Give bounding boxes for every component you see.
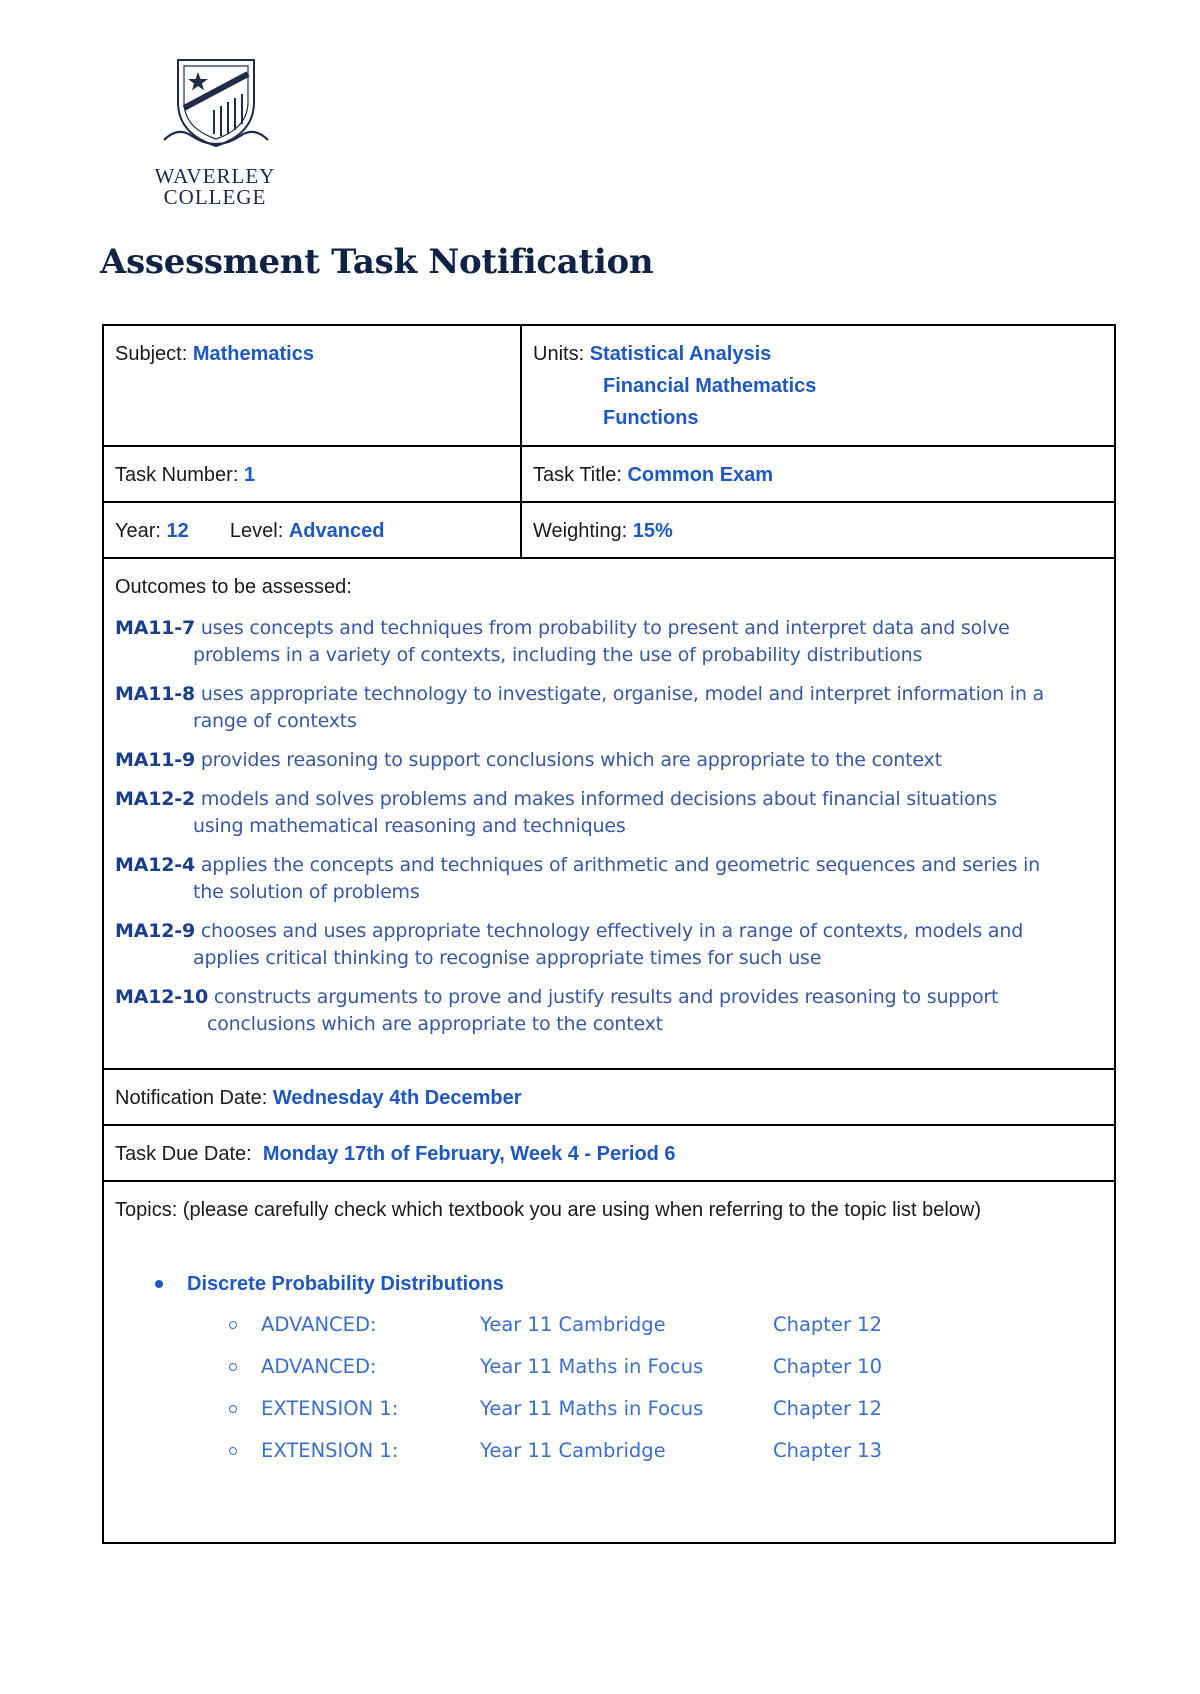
assessment-table bbox=[102, 324, 1116, 1544]
outcome-code: MA12-4 bbox=[115, 854, 195, 876]
outcome-item bbox=[115, 747, 1102, 774]
subject-value: Mathematics bbox=[192, 343, 314, 365]
topic-level: EXTENSION 1: bbox=[261, 1397, 399, 1420]
page-title: Assessment Task Notification bbox=[100, 242, 654, 282]
units-cell bbox=[521, 325, 1115, 446]
unit-2: Financial Mathematics bbox=[603, 375, 817, 397]
unit-1: Statistical Analysis bbox=[589, 343, 772, 365]
outcome-text: uses concepts and techniques from probability to present and interpret data and solve bbox=[200, 617, 1010, 639]
topic-level: ADVANCED: bbox=[261, 1355, 377, 1378]
subject-label: Subject: bbox=[115, 343, 188, 365]
outcome-text: chooses and uses appropriate technology effectively in a range of contexts, models and bbox=[200, 920, 1024, 942]
outcome-item bbox=[115, 918, 1102, 972]
topic-name: Discrete Probability Distributions bbox=[187, 1273, 504, 1295]
weighting-cell bbox=[521, 502, 1115, 558]
task-title-label: Task Title: bbox=[533, 464, 622, 486]
outcomes-cell bbox=[103, 558, 1115, 1069]
weighting-label: Weighting: bbox=[533, 520, 628, 542]
topic-level: EXTENSION 1: bbox=[261, 1439, 399, 1462]
notification-date-value: Wednesday 4th December bbox=[272, 1087, 522, 1109]
outcome-code: MA12-2 bbox=[115, 788, 195, 810]
college-name-line2: COLLEGE bbox=[163, 185, 267, 209]
outcome-text: uses appropriate technology to investigate, organise, model and interpret information in a bbox=[200, 683, 1044, 705]
level-label: Level: bbox=[229, 520, 284, 542]
topic-textbook: Year 11 Maths in Focus bbox=[480, 1397, 704, 1420]
weighting-value: 15% bbox=[632, 520, 673, 542]
topic-textbook: Year 11 Cambridge bbox=[480, 1313, 666, 1336]
outcome-code: MA11-7 bbox=[115, 617, 195, 639]
circle-bullet-icon bbox=[229, 1405, 237, 1413]
task-number-cell bbox=[103, 446, 521, 502]
outcome-code: MA12-10 bbox=[115, 986, 208, 1008]
outcome-code: MA11-9 bbox=[115, 749, 195, 771]
college-name-line1: WAVERLEY bbox=[154, 164, 276, 188]
topics-label: Topics: (please carefully check which textbook you are using when referring to the topic list below) bbox=[115, 1199, 981, 1221]
outcome-text-cont: range of contexts bbox=[193, 710, 357, 732]
topic-row bbox=[229, 1388, 1102, 1430]
outcome-text-cont: the solution of problems bbox=[193, 881, 420, 903]
topic-row bbox=[229, 1304, 1102, 1346]
notification-date-label: Notification Date: bbox=[115, 1087, 268, 1109]
outcome-item bbox=[115, 984, 1102, 1038]
outcome-item bbox=[115, 681, 1102, 735]
topic-chapter: Chapter 13 bbox=[773, 1439, 882, 1462]
circle-bullet-icon bbox=[229, 1321, 237, 1329]
year-value: 12 bbox=[166, 520, 189, 542]
due-date-cell bbox=[103, 1125, 1115, 1181]
task-title-cell bbox=[521, 446, 1115, 502]
year-label: Year: bbox=[115, 520, 161, 542]
outcome-code: MA12-9 bbox=[115, 920, 195, 942]
topic-row bbox=[229, 1430, 1102, 1472]
task-number-value: 1 bbox=[243, 464, 256, 486]
subject-cell bbox=[103, 325, 521, 446]
topic-textbook: Year 11 Maths in Focus bbox=[480, 1355, 704, 1378]
topic-chapter: Chapter 12 bbox=[773, 1313, 882, 1336]
topic-heading bbox=[155, 1268, 1102, 1300]
level-value: Advanced bbox=[288, 520, 385, 542]
outcome-text: provides reasoning to support conclusions which are appropriate to the context bbox=[200, 749, 942, 771]
due-date-label: Task Due Date: bbox=[115, 1143, 252, 1165]
notification-date-cell bbox=[103, 1069, 1115, 1125]
task-title-value: Common Exam bbox=[627, 464, 774, 486]
outcome-text-cont: problems in a variety of contexts, including the use of probability distributions bbox=[193, 644, 923, 666]
outcome-item bbox=[115, 852, 1102, 906]
college-name bbox=[140, 166, 290, 208]
outcome-text: models and solves problems and makes informed decisions about financial situations bbox=[200, 788, 997, 810]
outcomes-label: Outcomes to be assessed: bbox=[115, 576, 352, 598]
topic-textbook: Year 11 Cambridge bbox=[480, 1439, 666, 1462]
outcome-text-cont: applies critical thinking to recognise appropriate times for such use bbox=[193, 947, 822, 969]
due-date-value: Monday 17th of February, Week 4 - Period 6 bbox=[262, 1143, 676, 1165]
outcome-text-cont: using mathematical reasoning and techniques bbox=[193, 815, 626, 837]
topic-row bbox=[229, 1346, 1102, 1388]
topic-chapter: Chapter 10 bbox=[773, 1355, 882, 1378]
outcome-code: MA11-8 bbox=[115, 683, 195, 705]
year-level-cell bbox=[103, 502, 521, 558]
outcome-item bbox=[115, 786, 1102, 840]
unit-3: Functions bbox=[603, 407, 699, 429]
topic-chapter: Chapter 12 bbox=[773, 1397, 882, 1420]
circle-bullet-icon bbox=[229, 1363, 237, 1371]
outcome-item bbox=[115, 615, 1102, 669]
task-number-label: Task Number: bbox=[115, 464, 239, 486]
topic-level: ADVANCED: bbox=[261, 1313, 377, 1336]
units-label: Units: bbox=[533, 343, 585, 365]
circle-bullet-icon bbox=[229, 1447, 237, 1455]
topics-cell bbox=[103, 1181, 1115, 1543]
bullet-icon bbox=[155, 1280, 163, 1288]
outcome-text-cont: conclusions which are appropriate to the context bbox=[207, 1013, 663, 1035]
outcome-text: constructs arguments to prove and justify results and provides reasoning to support bbox=[213, 986, 999, 1008]
college-crest-logo bbox=[158, 52, 274, 152]
outcome-text: applies the concepts and techniques of arithmetic and geometric sequences and series in bbox=[200, 854, 1041, 876]
